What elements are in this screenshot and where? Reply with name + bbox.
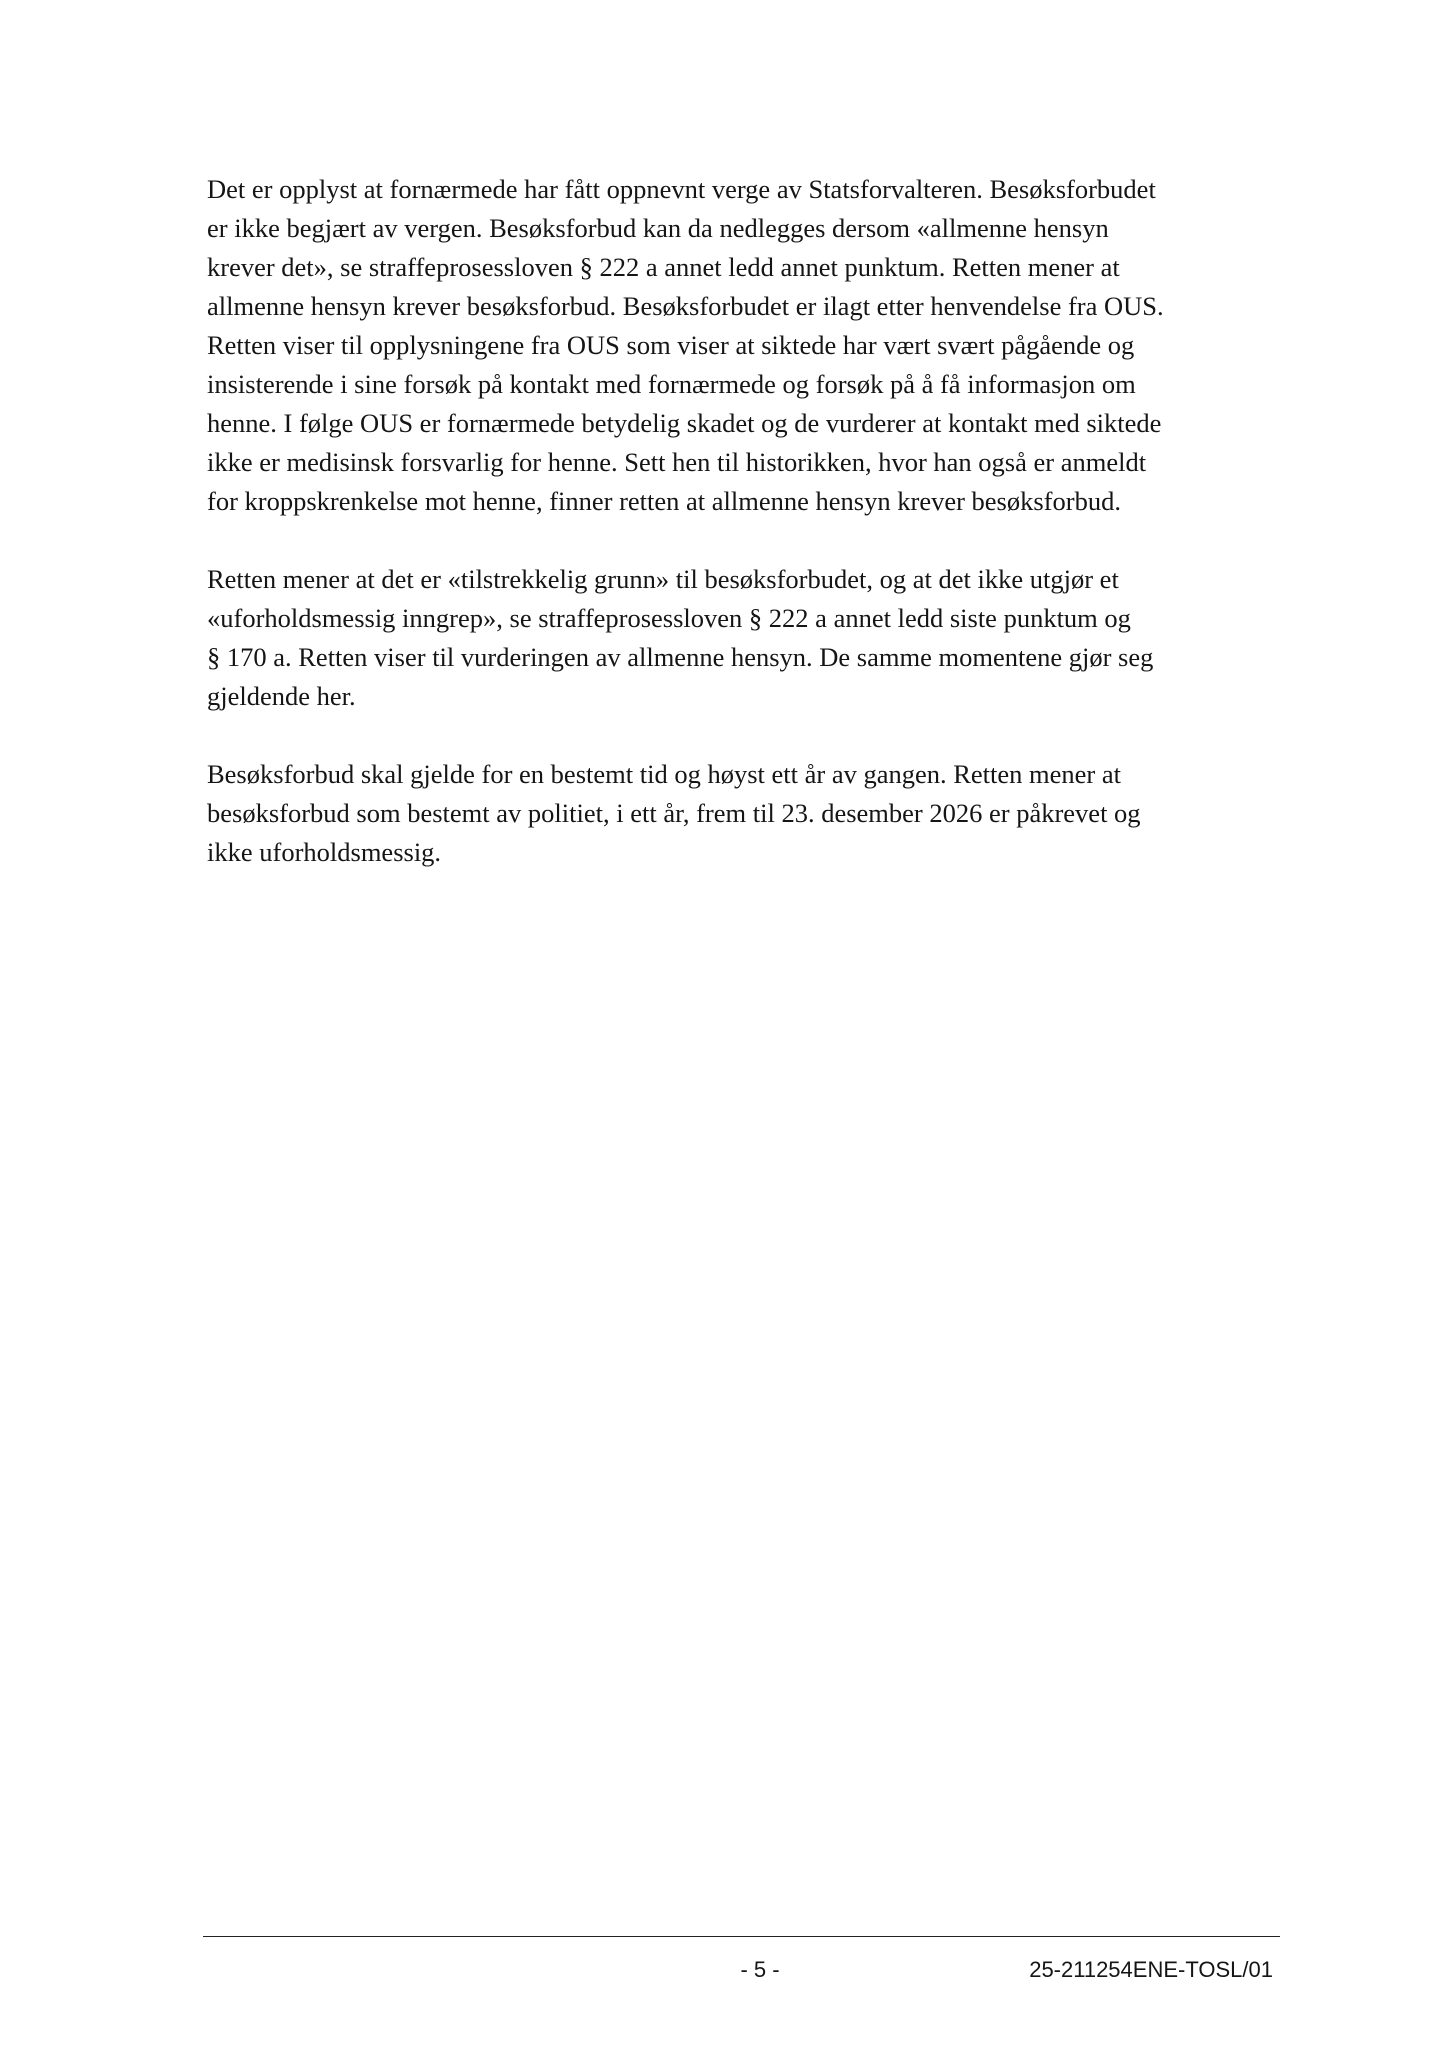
case-reference: 25-211254ENE-TOSL/01 (1029, 1957, 1273, 1982)
text-line: krever det», se straffeprosessloven § 222 a annet ledd annet punktum. Retten mener at (207, 252, 1120, 282)
text-line: gjeldende her. (207, 681, 356, 711)
paragraph-1 (207, 170, 1267, 521)
text-line: Besøksforbud skal gjelde for en bestemt tid og høyst ett år av gangen. Retten mener at (207, 759, 1122, 789)
text-line: ikke er medisinsk forsvarlig for henne. Sett hen til historikken, hvor han også er anmeldt (207, 447, 1147, 477)
paragraph-3 (207, 755, 1267, 872)
text-line: Det er opplyst at fornærmede har fått oppnevnt verge av Statsforvalteren. Besøksforbudet (207, 174, 1156, 204)
text-line: Retten mener at det er «tilstrekkelig grunn» til besøksforbudet, og at det ikke utgjør et (207, 564, 1119, 594)
text-line: ikke uforholdsmessig. (207, 837, 442, 867)
text-line: for kroppskrenkelse mot henne, finner retten at allmenne hensyn krever besøksforbud. (207, 486, 1121, 516)
page-number: - 5 - (740, 1957, 780, 1982)
text-line: henne. I følge OUS er fornærmede betydelig skadet og de vurderer at kontakt med siktede (207, 408, 1162, 438)
text-line: «uforholdsmessig inngrep», se straffeprosessloven § 222 a annet ledd siste punktum og (207, 603, 1131, 633)
text-line: § 170 a. Retten viser til vurderingen av allmenne hensyn. De samme momentene gjør seg (207, 642, 1154, 672)
body-text (207, 170, 1267, 911)
text-line: insisterende i sine forsøk på kontakt med fornærmede og forsøk på å få informasjon om (207, 369, 1136, 399)
text-line: Retten viser til opplysningene fra OUS som viser at siktede har vært svært pågående og (207, 330, 1135, 360)
text-line: besøksforbud som bestemt av politiet, i ett år, frem til 23. desember 2026 er påkrevet og (207, 798, 1141, 828)
text-line: allmenne hensyn krever besøksforbud. Besøksforbudet er ilagt etter henvendelse fra OUS. (207, 291, 1164, 321)
paragraph-2 (207, 560, 1267, 716)
footer-divider (203, 1936, 1280, 1937)
text-line: er ikke begjært av vergen. Besøksforbud kan da nedlegges dersom «allmenne hensyn (207, 213, 1109, 243)
